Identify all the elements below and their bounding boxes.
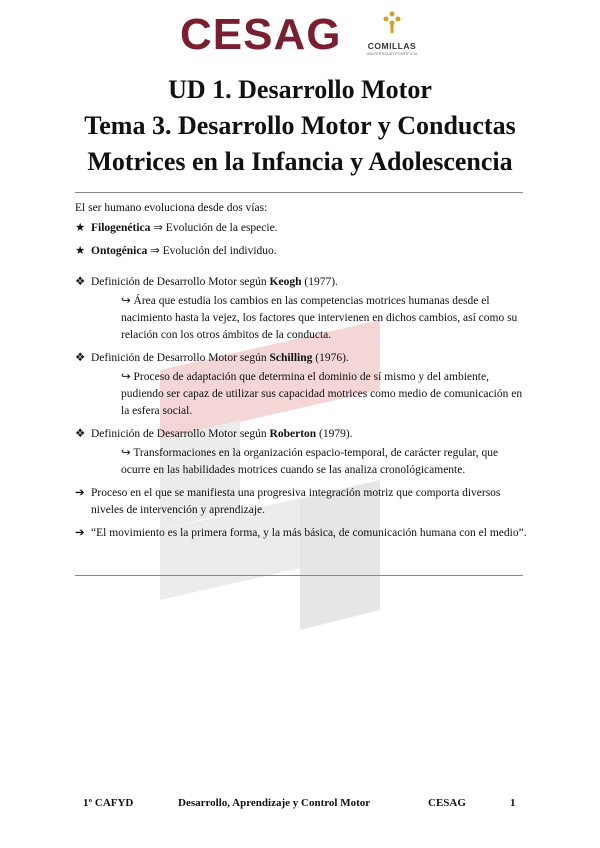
detail-text: Área que estudia los cambios en las competencias motrices humanas desde el nacimiento hasta la vejez, los factores que intervienen en dichos cambios, así como su relación con los otros ámbitos de la conducta.: [121, 295, 518, 341]
footer-institution: CESAG: [428, 797, 466, 809]
page-footer: [0, 797, 600, 815]
page-number: 1: [510, 797, 516, 809]
star-bullet-icon: ★: [75, 222, 86, 234]
arrow-bullet-icon: ➔: [75, 527, 85, 539]
topic-title-line-1: Tema 3. Desarrollo Motor y Conductas: [84, 111, 516, 140]
term: Ontogénica: [91, 245, 148, 257]
arrow-item-integracion: [75, 485, 530, 519]
definition-prefix: Definición de Desarrollo Motor según: [91, 428, 270, 440]
author: Roberton: [269, 428, 317, 440]
year: (1977).: [301, 276, 338, 288]
definition-schilling: [75, 350, 530, 420]
definition-prefix: Definición de Desarrollo Motor según: [91, 352, 270, 364]
document-body: [75, 200, 530, 548]
definition-keogh: [75, 274, 530, 344]
comillas-subtext: UNIVERSIDAD PONTIFICIA: [366, 51, 418, 56]
definition-detail: [121, 445, 530, 479]
sub-arrow-icon: ↪: [121, 447, 131, 459]
intro-text: El ser humano evoluciona desde dos vías:: [75, 202, 268, 214]
footer-subject: Desarrollo, Aprendizaje y Control Motor: [178, 797, 371, 809]
term-definition: ⇒ Evolución del individuo.: [147, 245, 277, 257]
topic-title-line-2: Motrices en la Infancia y Adolescencia: [87, 147, 513, 176]
comillas-crest-icon: [381, 10, 403, 34]
footer-course: 1º CAFYD: [83, 797, 134, 809]
arrow-bullet-icon: ➔: [75, 487, 85, 499]
year: (1979).: [316, 428, 353, 440]
arrow-item-quote: [75, 525, 530, 542]
cesag-logo: CESAG: [180, 10, 342, 59]
term-definition: ⇒ Evolución de la especie.: [150, 222, 278, 234]
sub-arrow-icon: ↪: [121, 295, 131, 307]
diamond-bullet-icon: ❖: [75, 276, 86, 288]
author: Schilling: [269, 352, 313, 364]
sub-arrow-icon: ↪: [121, 371, 131, 383]
definition-roberton: [75, 426, 530, 479]
top-divider: [75, 192, 523, 193]
arrow-item-text: Proceso en el que se manifiesta una progresiva integración motriz que comporta diversos niveles de intervención y aprendizaje.: [91, 487, 501, 516]
definition-detail: [121, 293, 530, 344]
definition-prefix: Definición de Desarrollo Motor según: [91, 276, 270, 288]
diamond-bullet-icon: ❖: [75, 352, 86, 364]
comillas-name: COMILLAS: [367, 41, 417, 51]
detail-text: Proceso de adaptación que determina el dominio de sí mismo y del ambiente, pudiendo ser capaz de utilizar sus capacidad motrices como medio de comunicación en la esfera social.: [121, 371, 523, 417]
comillas-logo: [360, 10, 424, 60]
header: [0, 10, 600, 60]
unit-title: UD 1. Desarrollo Motor: [168, 75, 432, 104]
arrow-item-text: “El movimiento es la primera forma, y la más básica, de comunicación humana con el medio”.: [91, 527, 527, 539]
bottom-divider: [75, 575, 523, 576]
document-titles: [0, 72, 600, 180]
list-item-filogenetica: [75, 220, 530, 237]
diamond-bullet-icon: ❖: [75, 428, 86, 440]
list-item-ontogenica: [75, 243, 530, 260]
term: Filogenética: [91, 222, 151, 234]
definition-detail: [121, 369, 530, 420]
author: Keogh: [269, 276, 302, 288]
detail-text: Transformaciones en la organización espacio-temporal, de carácter regular, que ocurre en las habilidades motrices cuando se las analiza cronológicamente.: [121, 447, 499, 476]
star-bullet-icon: ★: [75, 245, 86, 257]
year: (1976).: [312, 352, 349, 364]
